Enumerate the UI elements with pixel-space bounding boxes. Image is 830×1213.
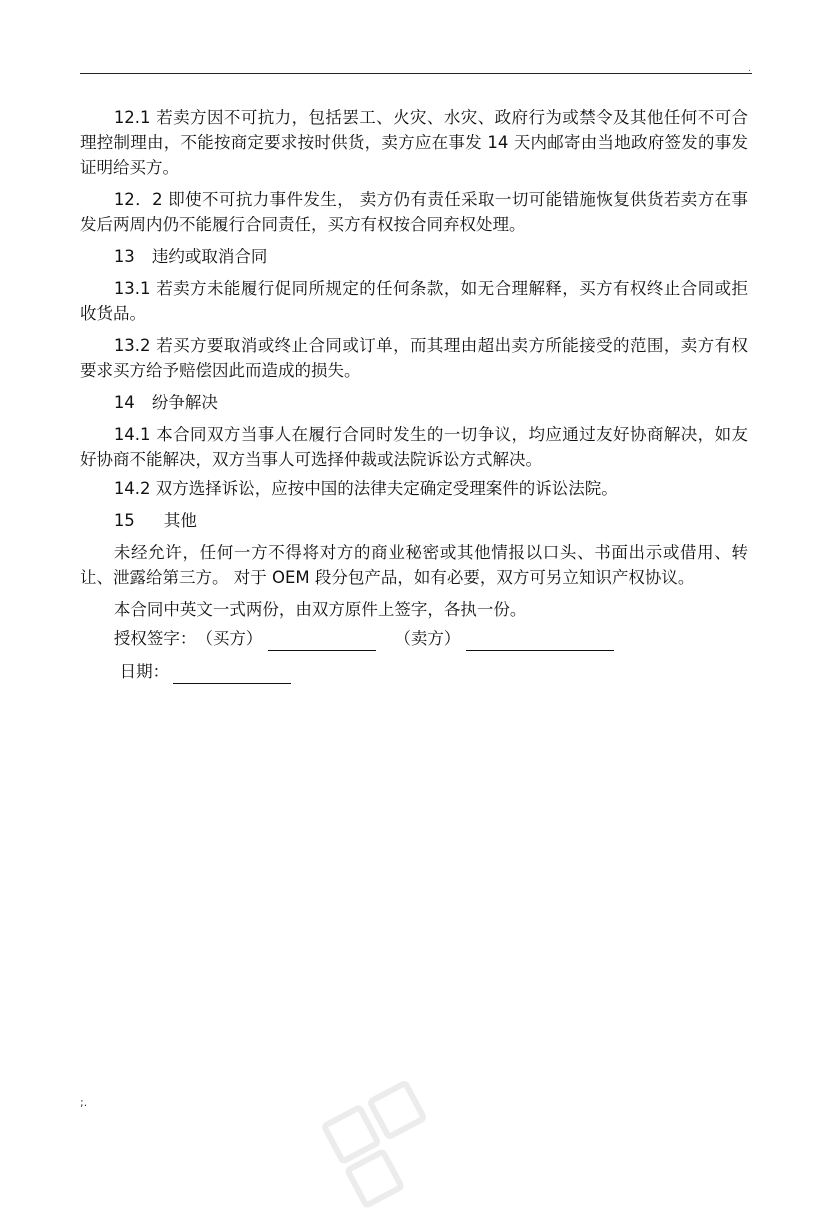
seller-signature-line[interactable]: [466, 630, 614, 651]
clause-15-2: 本合同中英文一式两份，由双方原件上签字，各执一份。: [113, 600, 527, 619]
buyer-signature-line[interactable]: [268, 630, 376, 651]
date-line[interactable]: [173, 663, 291, 684]
clause-13-1: 13.1 若卖方未能履行促同所规定的任何条款，如无合理解释，买方有权终止合同或拒收货品。: [80, 279, 748, 323]
section-15-heading: [80, 508, 748, 533]
header-rule: [80, 73, 752, 74]
section-13-title: 违约或取消合同: [151, 247, 268, 266]
buyer-label: （买方）: [196, 629, 263, 648]
section-15-number: 15: [113, 511, 135, 530]
signature-row: [80, 626, 748, 651]
seller-label: （卖方）: [394, 629, 461, 648]
section-14-heading: [80, 390, 748, 415]
section-13-heading: [80, 244, 748, 269]
section-13-number: 13: [113, 247, 135, 266]
section-14-number: 14: [113, 393, 135, 412]
date-row: [80, 659, 748, 684]
clause-14-1: 14.1 本合同双方当事人在履行合同时发生的一切争议，均应通过友好协商解决，如友好协商不能解决，双方当事人可选择仲裁或法院诉讼方式解决。: [80, 425, 748, 469]
clause-13-2: 13.2 若买方要取消或终止合同或订单，而其理由超出卖方所能接受的范围，卖方有权要求买方给予赔偿因此而造成的损失。: [80, 336, 748, 380]
section-15-title: 其他: [163, 511, 197, 530]
watermark-logo: [320, 1054, 490, 1195]
clause-12-1: 12.1 若卖方因不可抗力，包括罢工、火灾、水灾、政府行为或禁令及其他任何不可合理控制理由，不能按商定要求按时供货，卖方应在事发 14 天内邮寄由当地政府签发的事发证明给买方。: [80, 108, 748, 177]
clause-12-2: 12．2 即使不可抗力事件发生， 卖方仍有责任采取一切可能错施恢复供货若卖方在事发后两周内仍不能履行合同责任，买方有权按合同弃权处理。: [80, 190, 748, 234]
footer-mark: ;.: [80, 1096, 88, 1109]
section-14-title: 纷争解决: [151, 393, 218, 412]
header-mark: .: [748, 64, 751, 74]
clause-15-1: 未经允许，任何一方不得将对方的商业秘密或其他情报以口头、书面出示或借用、转让、泄露给第三方。 对于 OEM 段分包产品，如有必要，双方可另立知识产权协议。: [80, 543, 748, 587]
clause-14-2: 14.2 双方选择诉讼，应按中国的法律夫定确定受理案件的诉讼法院。: [113, 479, 618, 498]
date-label: 日期：: [119, 662, 170, 681]
signature-label: 授权签字：: [113, 629, 197, 648]
document-body: [80, 105, 748, 684]
